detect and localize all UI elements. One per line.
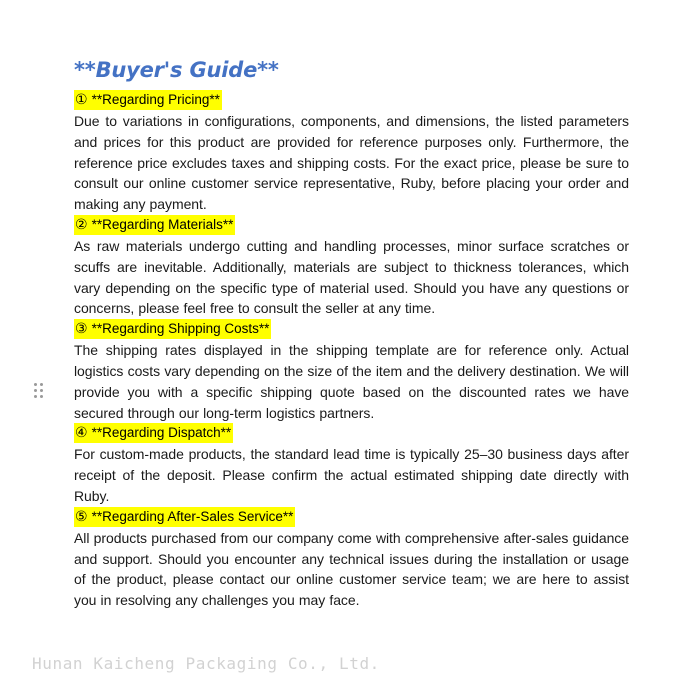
section-number: ④ [75,425,88,442]
section-body: As raw materials undergo cutting and handling processes, minor surface scratches or scuffs are inevitable. Additionally, materials are subject to thickness tolerances, which vary depending on the specific type of material used. Should you have any questions or concerns, please feel free to consult the seller at any time. [74,237,629,317]
section-heading [74,90,222,110]
section-number: ② [75,216,88,233]
drag-dot [34,383,37,386]
drag-dot [40,383,43,386]
section-heading-text: **Regarding After-Sales Service** [91,508,294,524]
section-body: Due to variations in configurations, components, and dimensions, the listed parameters and prices for this product are provided for reference purposes only. Furthermore, the reference price excludes taxes and shipping costs. For the exact price, please be sure to consult our online customer service representative, Ruby, before placing your order and making any payment. [74,113,629,213]
section-after-sales [74,507,629,611]
section-dispatch [74,423,629,506]
section-heading-text: **Regarding Pricing** [91,92,220,107]
section-body: The shipping rates displayed in the shipping template are for reference only. Actual logistics costs vary depending on the size of the item and the delivery destination. We will provide you with a specific shipping quote based on the discounted rates we have secured through our long-term logistics partners. [74,342,629,421]
section-heading-text: **Regarding Shipping Costs** [91,321,270,337]
section-body: For custom-made products, the standard lead time is typically 25–30 business days after receipt of the deposit. Please confirm the actual estimated shipping date directly with Ruby. [74,446,629,504]
section-number: ③ [75,321,88,338]
drag-dot [34,389,37,392]
section-materials [74,215,629,319]
section-heading-text: **Regarding Materials** [91,216,234,232]
section-heading-text: **Regarding Dispatch** [91,425,232,441]
section-heading [74,423,233,443]
section-heading [74,507,295,527]
drag-dot [40,395,43,398]
section-shipping-costs [74,319,629,423]
drag-handle-icon[interactable] [34,383,44,399]
document-title: **Buyer's Guide** [74,58,279,82]
document-body [74,56,629,611]
drag-dot [34,395,37,398]
section-heading [74,319,271,339]
section-number: ① [75,92,88,108]
section-number: ⑤ [75,508,88,525]
section-heading [74,215,235,235]
company-watermark: Hunan Kaicheng Packaging Co., Ltd. [32,654,380,673]
drag-dot [40,389,43,392]
section-pricing [74,90,629,215]
section-body: All products purchased from our company come with comprehensive after-sales guidance and support. Should you encounter any technical issues during the installation or usage of the product, please contact our online customer service team; we are here to assist you in resolving any challenges you may face. [74,529,629,609]
